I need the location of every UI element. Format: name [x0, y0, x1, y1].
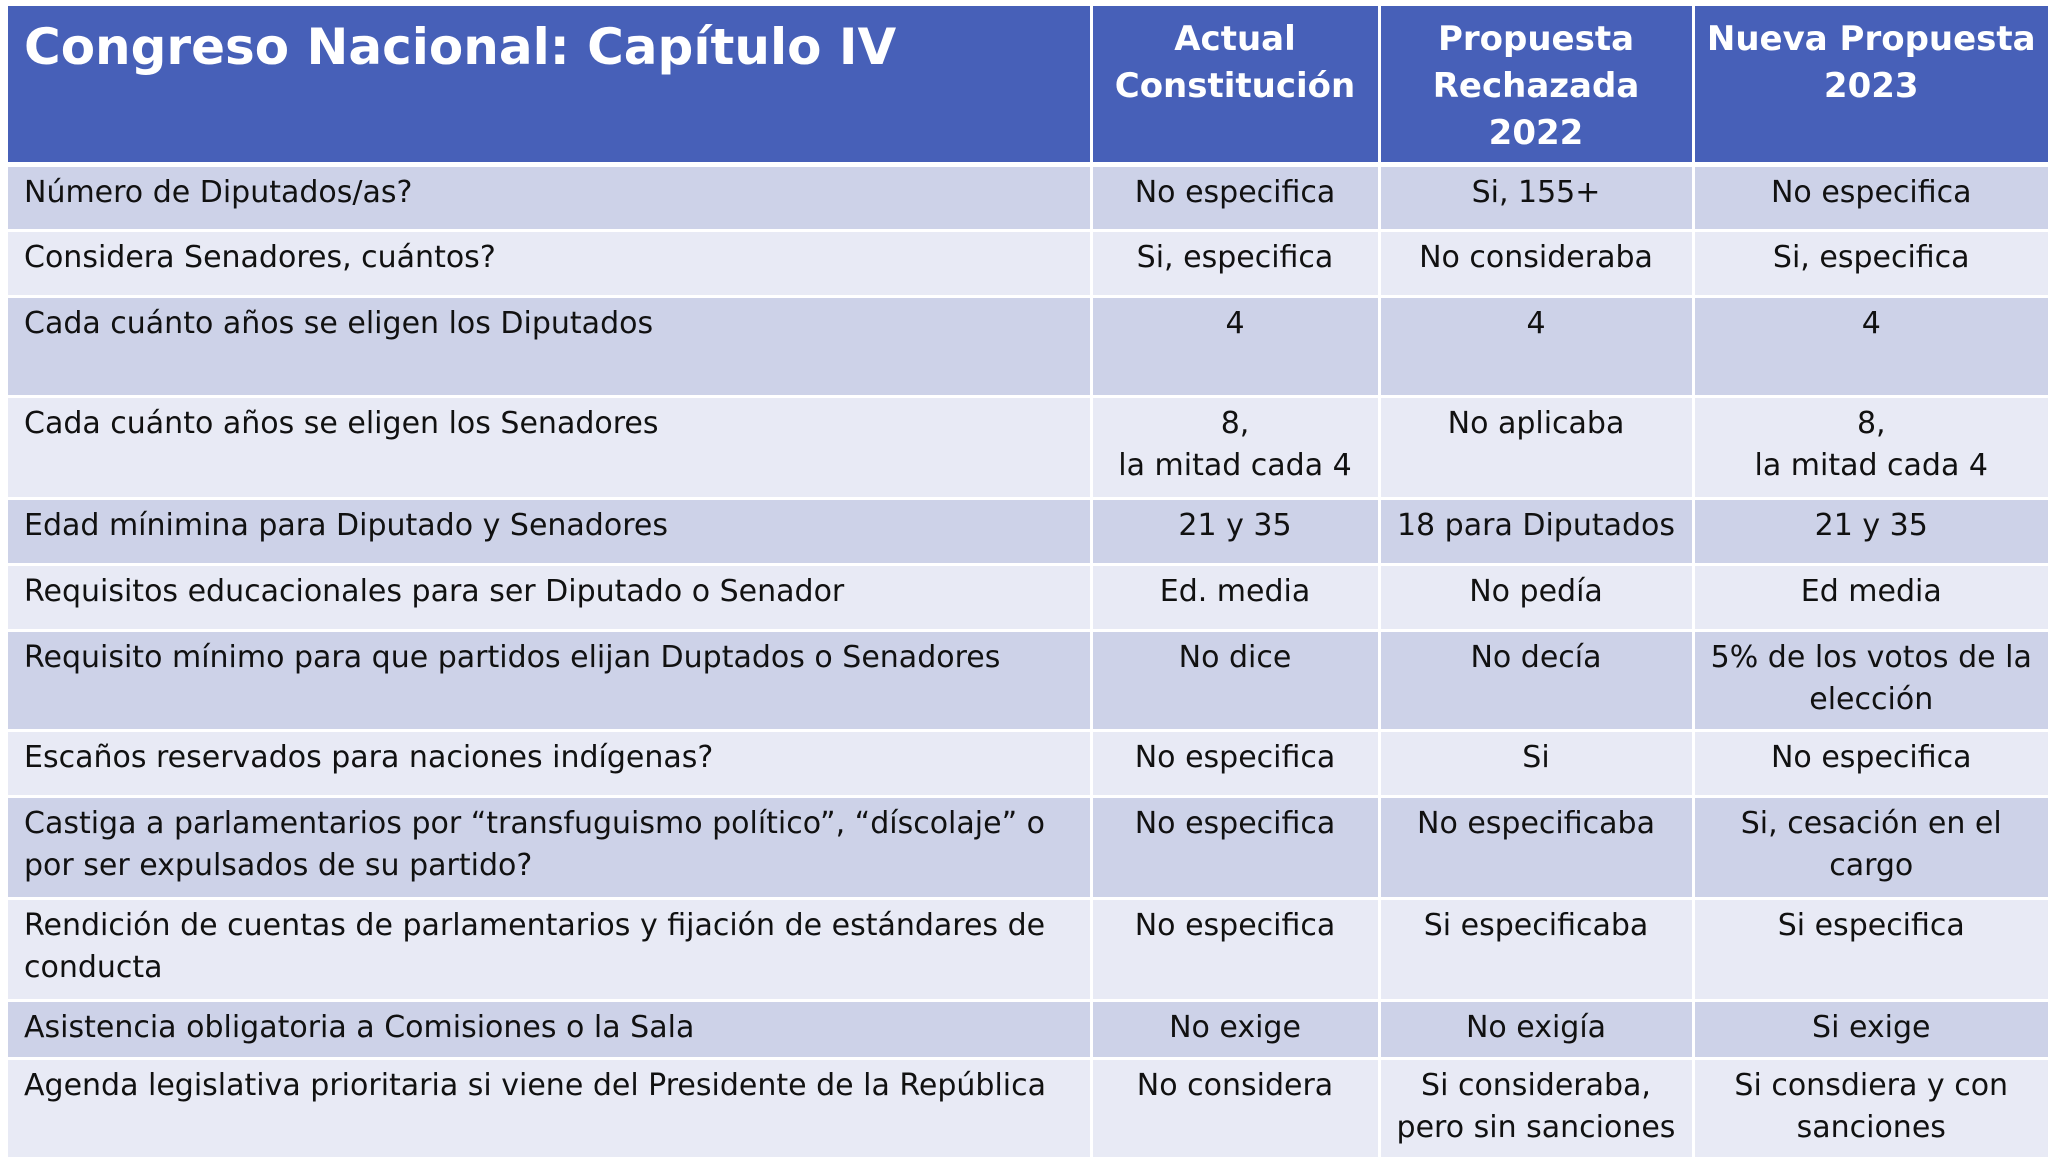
cell-rechazada: Si, 155+: [1379, 164, 1693, 230]
cell-actual: No especifica: [1091, 796, 1379, 898]
column-header-rechazada: [1379, 6, 1693, 164]
cell-rechazada: No pedía: [1379, 564, 1693, 630]
cell-actual: No especifica: [1091, 730, 1379, 796]
table-row: [8, 230, 2048, 296]
cell-nueva: No especifica: [1693, 164, 2048, 230]
cell-nueva: 4: [1693, 296, 2048, 396]
cell-rechazada: Si especificaba: [1379, 898, 1693, 1000]
column-header-nueva: [1693, 6, 2048, 164]
cell-nueva: Ed media: [1693, 564, 2048, 630]
row-question: Escaños reservados para naciones indígenas?: [8, 730, 1091, 796]
cell-nueva: 5% de los votos de la elección: [1693, 630, 2048, 730]
row-question: Número de Diputados/as?: [8, 164, 1091, 230]
cell-rechazada: Si: [1379, 730, 1693, 796]
cell-nueva: No especifica: [1693, 730, 2048, 796]
table-row: [8, 164, 2048, 230]
table-row: [8, 898, 2048, 1000]
cell-rechazada: 4: [1379, 296, 1693, 396]
row-question: Rendición de cuentas de parlamentarios y fijación de estándares de conducta: [8, 898, 1091, 1000]
table-header-row: [8, 6, 2048, 164]
row-question: Asistencia obligatoria a Comisiones o la Sala: [8, 1000, 1091, 1058]
row-question: Castiga a parlamentarios por “transfuguismo político”, “díscolaje” o por ser expulsados de su partido?: [8, 796, 1091, 898]
row-question: Considera Senadores, cuántos?: [8, 230, 1091, 296]
cell-actual: No dice: [1091, 630, 1379, 730]
cell-nueva: Si exige: [1693, 1000, 2048, 1058]
row-question: Agenda legislativa prioritaria si viene del Presidente de la República: [8, 1058, 1091, 1158]
cell-actual: Si, especifica: [1091, 230, 1379, 296]
cell-actual: 8, la mitad cada 4: [1091, 396, 1379, 498]
header-line: Nueva Propuesta: [1706, 19, 2036, 59]
row-question: Requisito mínimo para que partidos elijan Duptados o Senadores: [8, 630, 1091, 730]
table-row: [8, 564, 2048, 630]
comparison-table: [8, 6, 2048, 1160]
table-row: [8, 1058, 2048, 1158]
cell-actual: Ed. media: [1091, 564, 1379, 630]
cell-rechazada: No exigía: [1379, 1000, 1693, 1058]
row-question: Cada cuánto años se eligen los Diputados: [8, 296, 1091, 396]
cell-rechazada: 18 para Diputados: [1379, 498, 1693, 564]
cell-actual: 4: [1091, 296, 1379, 396]
column-header-actual: [1091, 6, 1379, 164]
header-line: 2022: [1488, 113, 1584, 153]
cell-rechazada: No especificaba: [1379, 796, 1693, 898]
table-row: [8, 730, 2048, 796]
table-row: [8, 498, 2048, 564]
cell-nueva: Si consdiera y con sanciones: [1693, 1058, 2048, 1158]
header-line: 2023: [1823, 66, 1919, 106]
cell-nueva: 21 y 35: [1693, 498, 2048, 564]
row-question: Edad mínimina para Diputado y Senadores: [8, 498, 1091, 564]
cell-actual: No exige: [1091, 1000, 1379, 1058]
cell-rechazada: No consideraba: [1379, 230, 1693, 296]
table-row: [8, 396, 2048, 498]
header-line: Rechazada: [1432, 66, 1640, 106]
row-question: Cada cuánto años se eligen los Senadores: [8, 396, 1091, 498]
table-row: [8, 1000, 2048, 1058]
header-line: Actual: [1174, 19, 1296, 59]
header-line: Propuesta: [1437, 19, 1635, 59]
cell-nueva: 8, la mitad cada 4: [1693, 396, 2048, 498]
cell-nueva: Si especifica: [1693, 898, 2048, 1000]
cell-actual: No especifica: [1091, 898, 1379, 1000]
cell-actual: No considera: [1091, 1058, 1379, 1158]
header-line: Constitución: [1114, 66, 1356, 106]
page-title: Congreso Nacional: Capítulo IV: [8, 6, 1091, 164]
table-row: [8, 630, 2048, 730]
cell-actual: 21 y 35: [1091, 498, 1379, 564]
cell-rechazada: No aplicaba: [1379, 396, 1693, 498]
row-question: Requisitos educacionales para ser Diputado o Senador: [8, 564, 1091, 630]
cell-rechazada: No decía: [1379, 630, 1693, 730]
cell-rechazada: Si consideraba, pero sin sanciones: [1379, 1058, 1693, 1158]
cell-actual: No especifica: [1091, 164, 1379, 230]
table-row: [8, 296, 2048, 396]
table-row: [8, 796, 2048, 898]
cell-nueva: Si, especifica: [1693, 230, 2048, 296]
cell-nueva: Si, cesación en el cargo: [1693, 796, 2048, 898]
